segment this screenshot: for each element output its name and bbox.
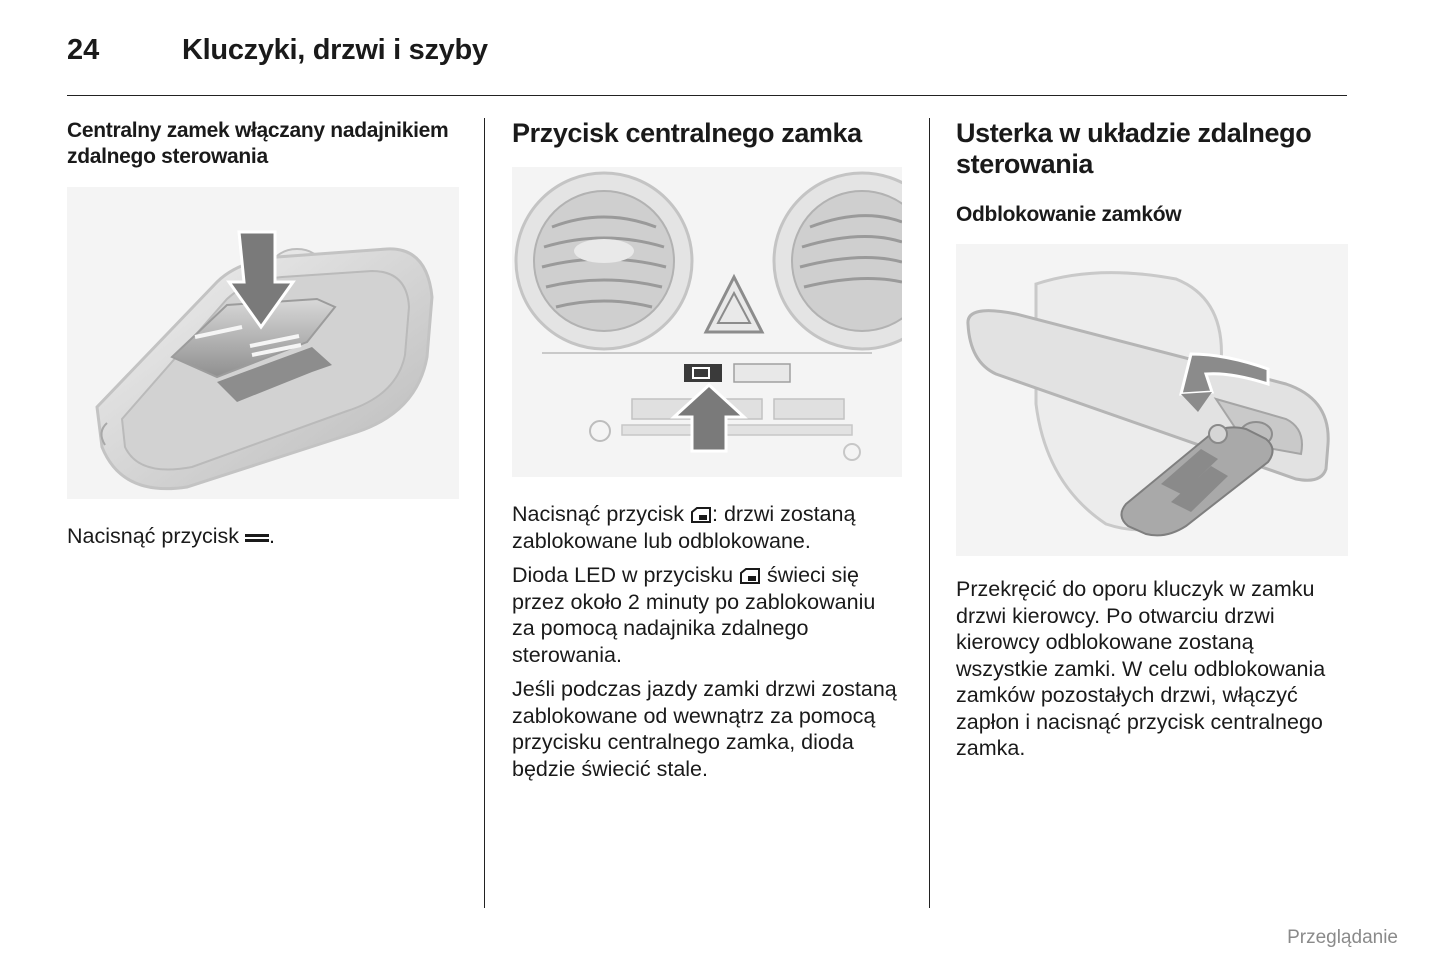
central-lock-heading: Przycisk centralnego zamka: [512, 118, 862, 148]
column-remote-fault: [956, 118, 1348, 762]
dashboard-illustration: [512, 167, 902, 477]
central-lock-paragraph-2: [512, 562, 902, 668]
column-remote-control: [67, 118, 459, 550]
remote-fault-paragraph: Przekręcić do oporu kluczyk w zamku drzwi kierowcy. Po otwarciu drzwi kierowcy odblokowane zostaną wszystkie zamki. W celu odblokowania zamków pozostałych drzwi, włączyć zapłon i nacisnąć przycisk centralnego zamka.: [956, 577, 1326, 760]
column-divider-1: [484, 118, 485, 908]
page-number: 24: [67, 34, 100, 66]
lock-button-symbol-icon: [245, 530, 269, 544]
p1-text-end: : drzwi zostaną zablokowane lub odblokowane.: [512, 502, 856, 553]
remote-key-illustration: [67, 187, 459, 499]
central-lock-paragraph-3: Jeśli podczas jazdy zamki drzwi zostaną zablokowane od wewnątrz za pomocą przycisku centralnego zamka, dioda będzie świecić stale.: [512, 677, 897, 781]
door-handle-key-illustration: [956, 244, 1348, 556]
p2-text: Dioda LED w przycisku: [512, 563, 734, 587]
central-lock-symbol-icon: [739, 567, 761, 585]
footer-label[interactable]: Przeglądanie: [1287, 927, 1398, 948]
column-central-lock-button: [512, 118, 902, 782]
p2-text-end: świeci się przez około 2 minuty po zablokowaniu za pomocą nadajnika zdalnego sterowania.: [512, 563, 876, 667]
p1-text: Nacisnąć przycisk: [512, 502, 685, 526]
chapter-title: Kluczyki, drzwi i szyby: [182, 34, 488, 66]
unlocking-subheading: Odblokowanie zamków: [956, 203, 1182, 226]
remote-lock-instruction: [67, 523, 459, 550]
remote-lock-heading: Centralny zamek włączany nadajnikiem zdalnego sterowania: [67, 119, 449, 168]
header-divider: [67, 95, 1347, 96]
remote-fault-heading: Usterka w układzie zdalnego sterowania: [956, 118, 1312, 179]
instruction-end: .: [269, 524, 276, 548]
page-header: [67, 34, 1347, 74]
central-lock-paragraph-1: [512, 501, 902, 554]
column-divider-2: [929, 118, 930, 908]
instruction-text: Nacisnąć przycisk: [67, 524, 240, 548]
central-lock-symbol-icon: [690, 506, 712, 524]
